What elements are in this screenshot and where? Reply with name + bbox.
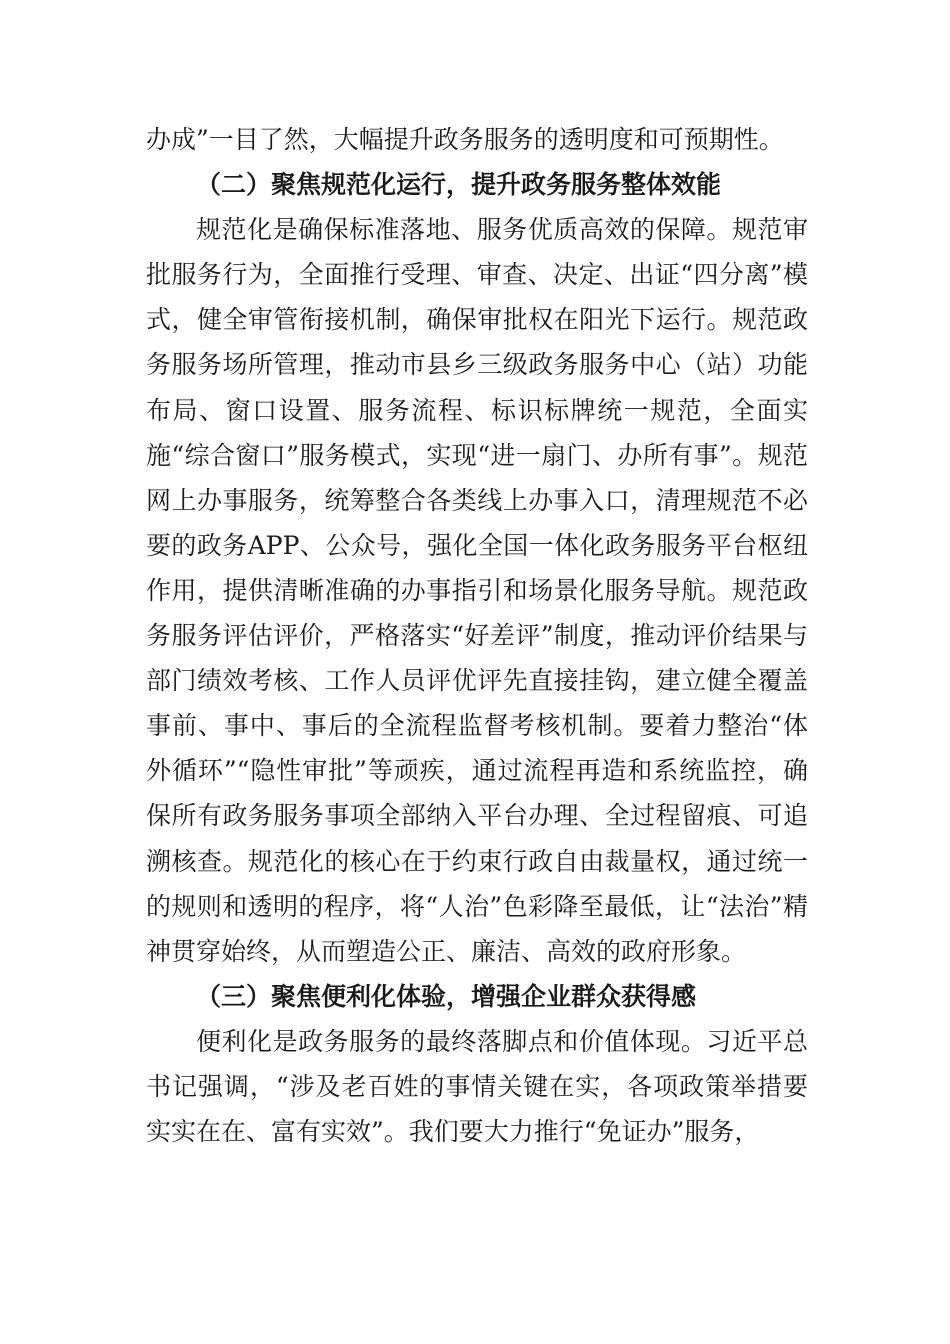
- section-3-paragraph: 便利化是政务服务的最终落脚点和价值体现。习近平总书记强调，“涉及老百姓的事情关键在实，各项政策举措要实实在在、富有实效”。我们要大力推行“免证办”服务，: [146, 1026, 808, 1147]
- section-3-heading: （三）聚焦便利化体验，增强企业群众获得感: [196, 981, 697, 1011]
- section-2-heading: （二）聚焦规范化运行，提升政务服务整体效能: [196, 170, 722, 200]
- section-2-paragraph: 规范化是确保标准落地、服务优质高效的保障。规范审批服务行为，全面推行受理、审查、决定、出证“四分离”模式，健全审管衔接机制，确保审批权在阳光下运行。规范政务服务场所管理，推动市县乡三级政务服务中心（站）功能布局、窗口设置、服务流程、标识标牌统一规范，全面实施“综合窗口”服务模式，实现“进一扇门、办所有事”。规范网上办事服务，统筹整合各类线上办事入口，清理规范不必要的政务APP、公众号，强化全国一体化政务服务平台枢纽作用，提供清晰准确的办事指引和场景化服务导航。规范政务服务评估评价，严格落实“好差评”制度，推动评价结果与部门绩效考核、工作人员评优评先直接挂钩，建立健全覆盖事前、事中、事后的全流程监督考核机制。要着力整治“体外循环”“隐性审批”等顽疾，通过流程再造和系统监控，确保所有政务服务事项全部纳入平台办理、全过程留痕、可追溯核查。规范化的核心在于约束行政自由裁量权，通过统一的规则和透明的程序，将“人治”色彩降至最低，让“法治”精神贯穿始终，从而塑造公正、廉洁、高效的政府形象。: [146, 215, 808, 966]
- document-body: [146, 117, 808, 1154]
- continuation-paragraph: 办成”一目了然，大幅提升政务服务的透明度和可预期性。: [146, 125, 784, 154]
